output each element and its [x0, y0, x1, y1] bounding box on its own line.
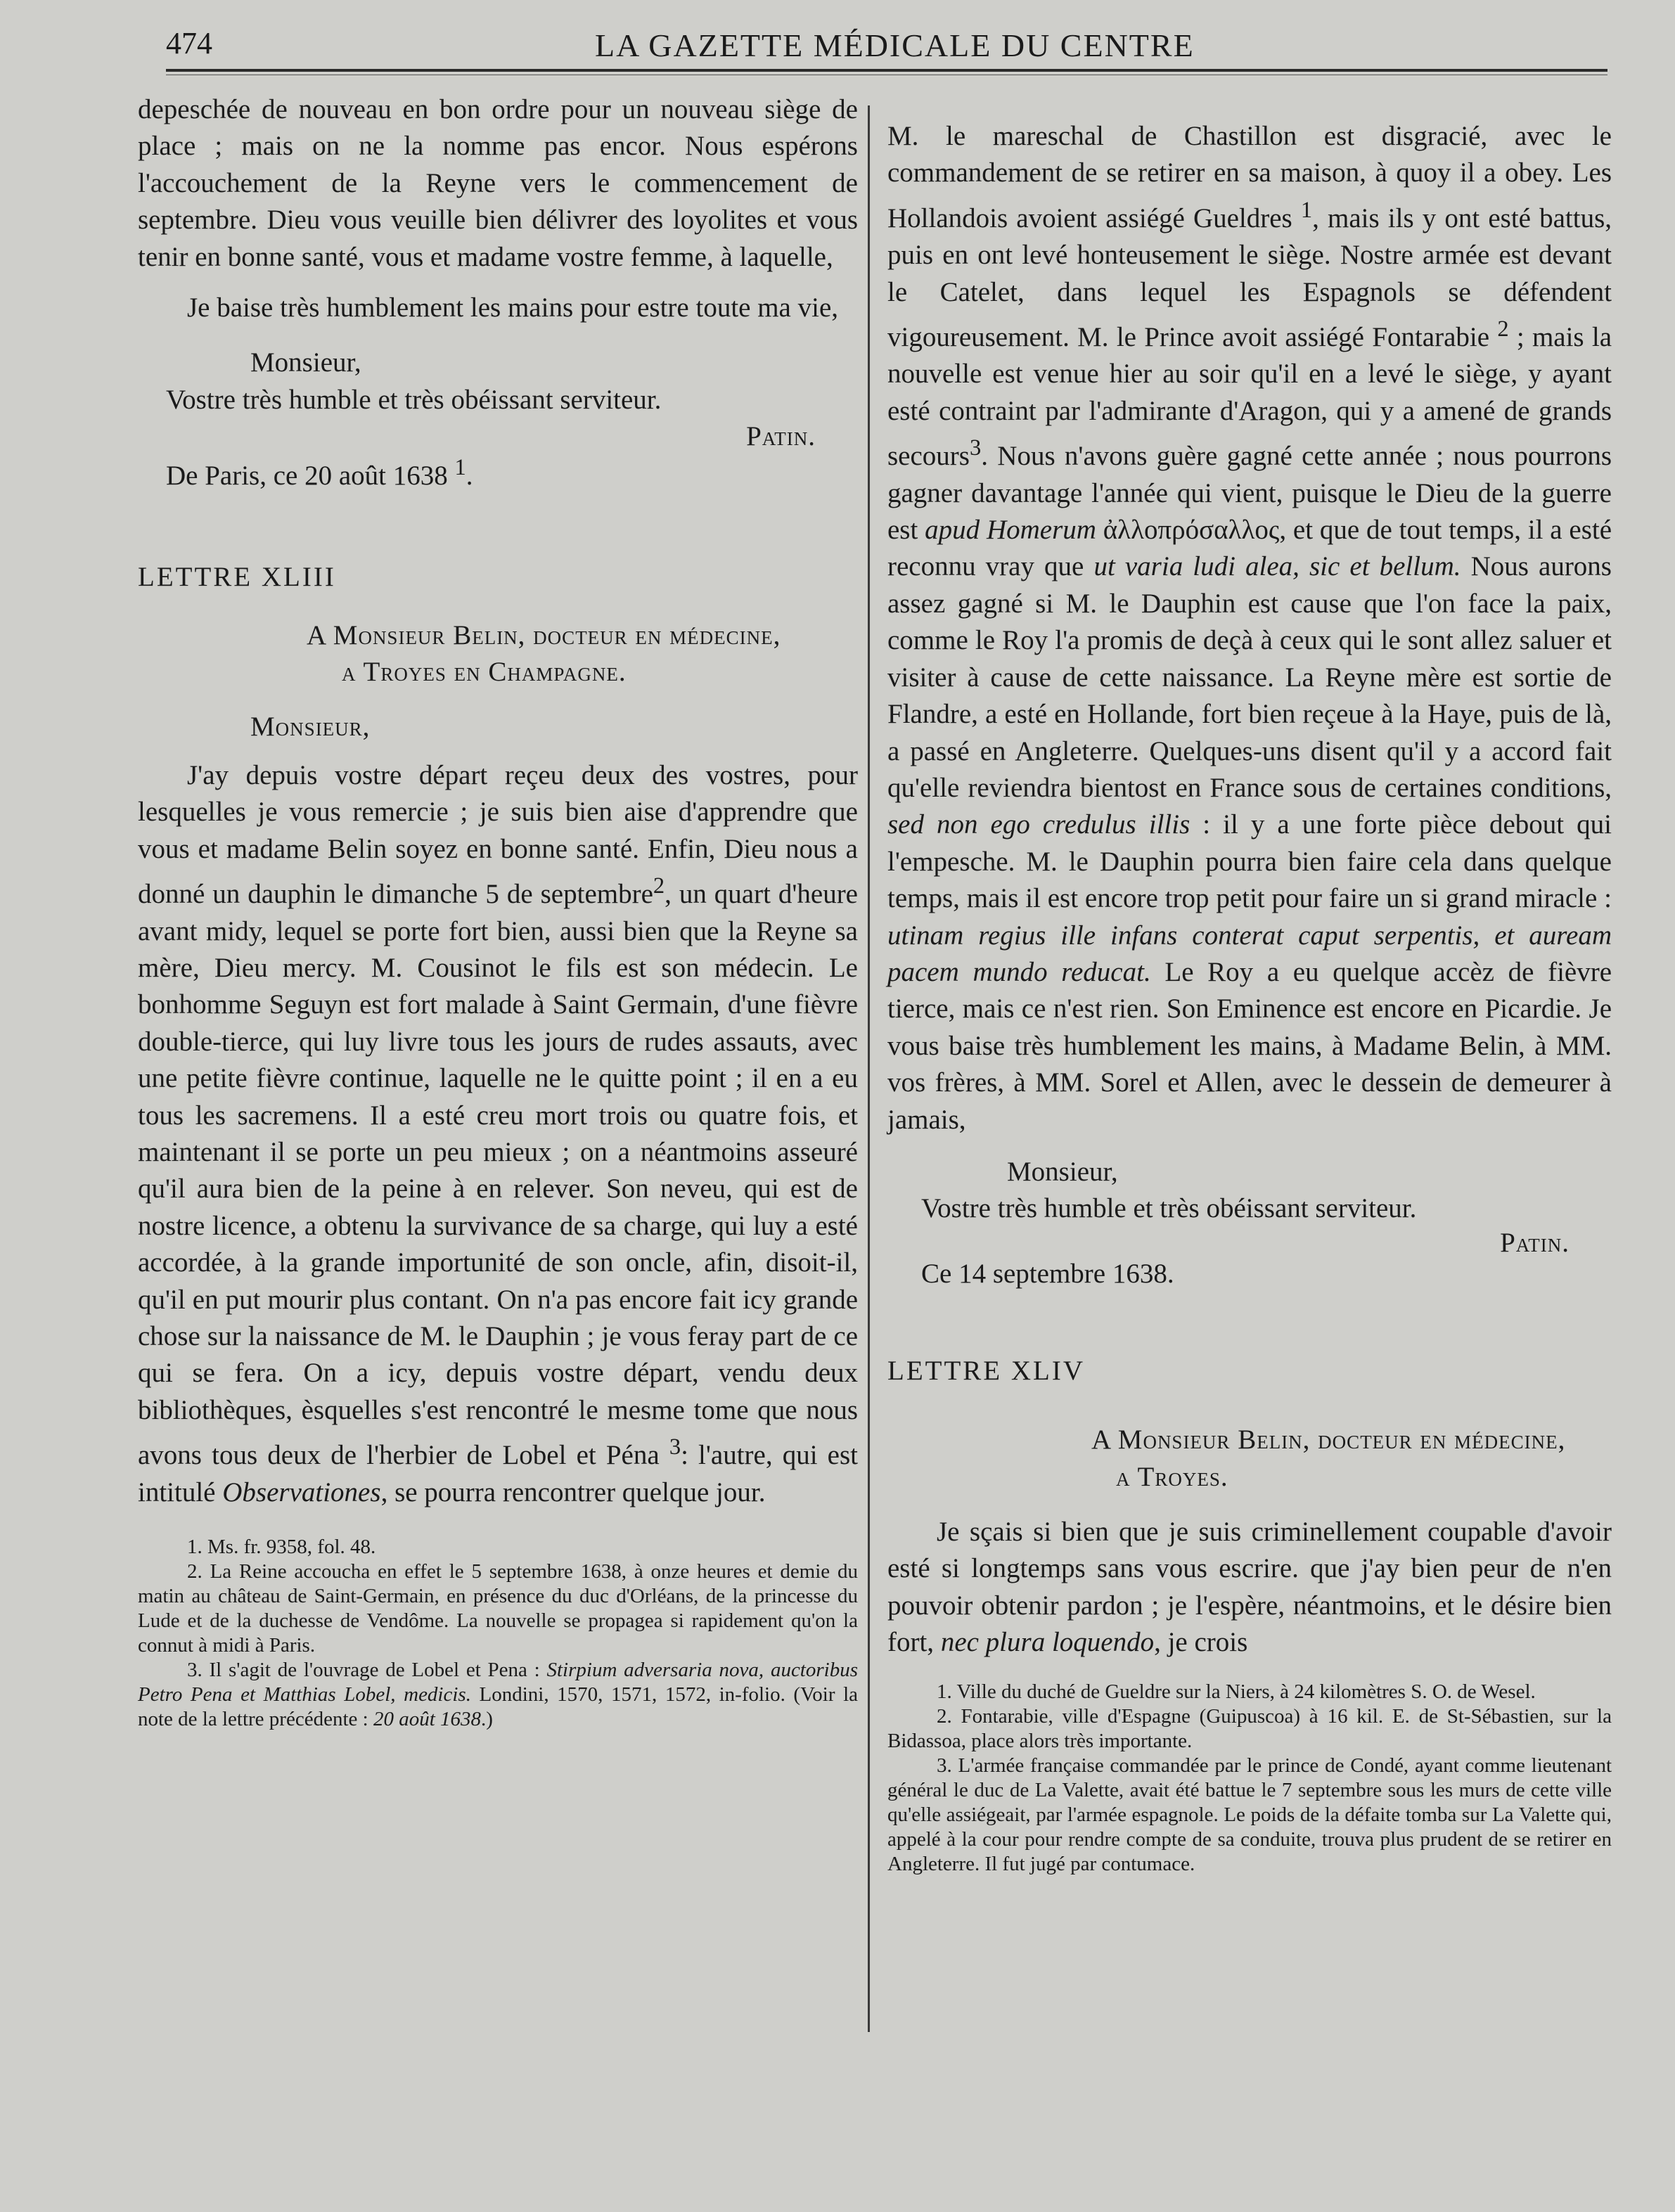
opening-salutation: Monsieur,	[250, 712, 371, 742]
letter-body: J'ay depuis vostre départ reçeu deux des vostres, pour lesquelles je vous remercie ; je suis bien aise d'apprendre que vous et madame Belin soyez en bonne santé. Enfin, Dieu nous a donné un dauphin le dimanche 5 de septembre$^2$, un quart d'heure avant midy, lequel se porte fort bien, aussi bien que la Reyne sa mère, Dieu mercy. M. Cousinot le fils est son médecin. Le bonhomme Seguyn est fort malade à Saint Germain, d'une fièvre double-tierce, qui luy livre tous les jours de rudes assauts, avec une petite fièvre continue, laquelle ne le quitte point ; il en a eu tous les sacremens. Il a esté creu mort trois ou quatre fois, et maintenant il se porte un peu mieux ; on a néantmoins asseuré qu'il aura bien de la peine à en relever. Son neveu, qui est de nostre licence, a obtenu la survivance de sa charge, qui luy a esté accordée, à la grande importunité de son oncle, afin, disoit-il, qu'il en put mourir plus contant. On n'a pas encore fait icy grande chose sur la naissance de M. le Dauphin ; je vous feray part de ce qui se fera. On a icy, depuis vostre départ, vendu deux bibliothèques, èsquelles s'est rencontré le mesme tome que nous avons tous deux de l'herbier de Lobel et Péna $^3$: l'autre, qui est intitulé Observationes, se pourra rencontrer quelque jour.	[138, 759, 858, 1507]
footnote: 2. La Reine accoucha en effet le 5 septembre 1638, à onze heures et demie du matin au château de Saint-Germain, en présence du duc d'Orléans, de la princesse du Lude et de la duchesse de Vendôme. La nouvelle se propagea si rapidement qu'on la connut à midi à Paris.	[138, 1560, 858, 1657]
header-rule	[166, 69, 1607, 72]
left-column	[138, 91, 858, 1732]
footnote: 2. Fontarabie, ville d'Espagne (Guipuscoa) à 16 kil. E. de St-Sébastien, sur la Bidassoa, place alors très importante.	[887, 1704, 1612, 1752]
column-divider	[868, 105, 870, 2032]
footnotes	[887, 1680, 1612, 1877]
salutation: Monsieur,	[1007, 1156, 1118, 1187]
addressee: A Monsieur Belin, docteur en médecine,	[307, 619, 781, 650]
footnote-ref: 1	[454, 455, 466, 481]
footnote: 1. Ville du duché de Gueldre sur la Niers, à 24 kilomètres S. O. de Wesel.	[937, 1680, 1536, 1703]
addressee: A Monsieur Belin, docteur en médecine,	[1091, 1425, 1566, 1455]
addressee: a Troyes en Champagne.	[342, 657, 627, 688]
running-head: LA GAZETTE MÉDICALE DU CENTRE	[595, 27, 1195, 63]
letter-title: LETTRE XLIII	[138, 562, 336, 593]
paragraph: Je baise très humblement les mains pour estre toute ma vie,	[187, 292, 839, 323]
paragraph: depeschée de nouveau en bon ordre pour un nouveau siège de place ; mais on ne la nomme pas encor. Nous espérons l'accouchement de la Reyne vers le commencement de septembre. Dieu vous veuille bien délivrer des loyolites et vous tenir en bonne santé, vous et madame vostre femme, à laquelle,	[138, 94, 858, 272]
dateline: Ce 14 septembre 1638.	[921, 1258, 1174, 1289]
signature: Patin.	[1500, 1227, 1570, 1258]
closing: Vostre très humble et très obéissant serviteur.	[921, 1193, 1417, 1224]
footnote: 1. Ms. fr. 9358, fol. 48.	[187, 1536, 376, 1558]
letter-body: Je sçais si bien que je suis criminellement coupable d'avoir esté si longtemps sans vous escrire. que j'ay bien peur de n'en pouvoir obtenir pardon ; je l'espère, néantmoins, et le désire bien fort, nec plura loquendo, je crois	[887, 1517, 1612, 1658]
signature: Patin.	[746, 421, 816, 452]
right-column	[887, 91, 1612, 1877]
letter-title: LETTRE XLIV	[887, 1355, 1086, 1386]
closing: Vostre très humble et très obéissant serviteur.	[166, 384, 662, 415]
addressee: a Troyes.	[1116, 1461, 1228, 1492]
page-number: 474	[166, 26, 212, 60]
footnote: 3. Il s'agit de l'ouvrage de Lobel et Pena : Stirpium adversaria nova, auctoribus Petro Pena et Matthias Lobel, medicis. Londini, 1570, 1571, 1572, in-folio. (Voir la note de la lettre précédente : 20 août 1638.)	[138, 1659, 859, 1730]
dateline: De Paris, ce 20 août 1638 $^1$.	[166, 455, 473, 491]
footnote: 3. L'armée française commandée par le prince de Condé, ayant comme lieutenant général le duc de La Valette, avait été battue le 7 septembre sous les murs de cette ville qu'elle assiégeait, par l'armée espagnole. Le poids de la défaite tomba sur La Valette qui, appelé à la cour pour rendre compte de sa conduite, trouva plus prudent de se retirer en Angleterre. Il fut jugé par contumace.	[887, 1754, 1612, 1875]
page-header	[166, 25, 1607, 67]
letter-body: M. le mareschal de Chastillon est disgracié, avec le commandement de se retirer en sa maison, à quoy il a obey. Les Hollandois avoient assiégé Gueldres $^1$, mais ils y ont esté battus, puis en ont levé honteusement le siège. Nostre armée est devant le Catelet, dans lequel les Espagnols se défendent vigoureusement. M. le Prince avoit assiégé Fontarabie $^2$ ; mais la nouvelle est venue hier au soir qu'il en a levé le siège, y ayant esté contraint par l'admirante d'Aragon, qui y a amené de grands secours$^3$. Nous n'avons guère gagné cette année ; nous pourrons gagner davantage l'année qui vient, puisque le Dieu de la guerre est apud Homerum ἀλλοπρόσαλλος, et que de tout temps, il a esté reconnu vray que ut varia ludi alea, sic et bellum. Nous aurons assez gagné si M. le Dauphin est cause que l'on face la paix, comme le Roy l'a promis de deçà à ceux qui le sont allez saluer et visiter à cause de cette naissance. La Reyne mère est sortie de Flandre, a esté en Hollande, fort bien reçeue à la Haye, puis de là, a passé en Angleterre. Quelques-uns disent qu'il y a accord fait qu'elle reviendra bientost en France sous de certaines conditions, sed non ego credulus illis : il y a une forte pièce debout qui l'empesche. M. le Dauphin pourra bien faire cela dans quelque temps, mais il est encore trop petit pour faire un si grand miracle : utinam regius ille infans conterat caput serpentis, et auream pacem mundo reducat. Le Roy a eu quelque accèz de fièvre tierce, mais ce n'est rien. Son Eminence est encore en Picardie. Je vous baise très humblement les mains, à Madame Belin, à MM. vos frères, à MM. Sorel et Allen, avec le dessein de demeurer à jamais,	[887, 121, 1612, 1135]
footnotes	[138, 1535, 858, 1732]
salutation: Monsieur,	[250, 347, 361, 378]
